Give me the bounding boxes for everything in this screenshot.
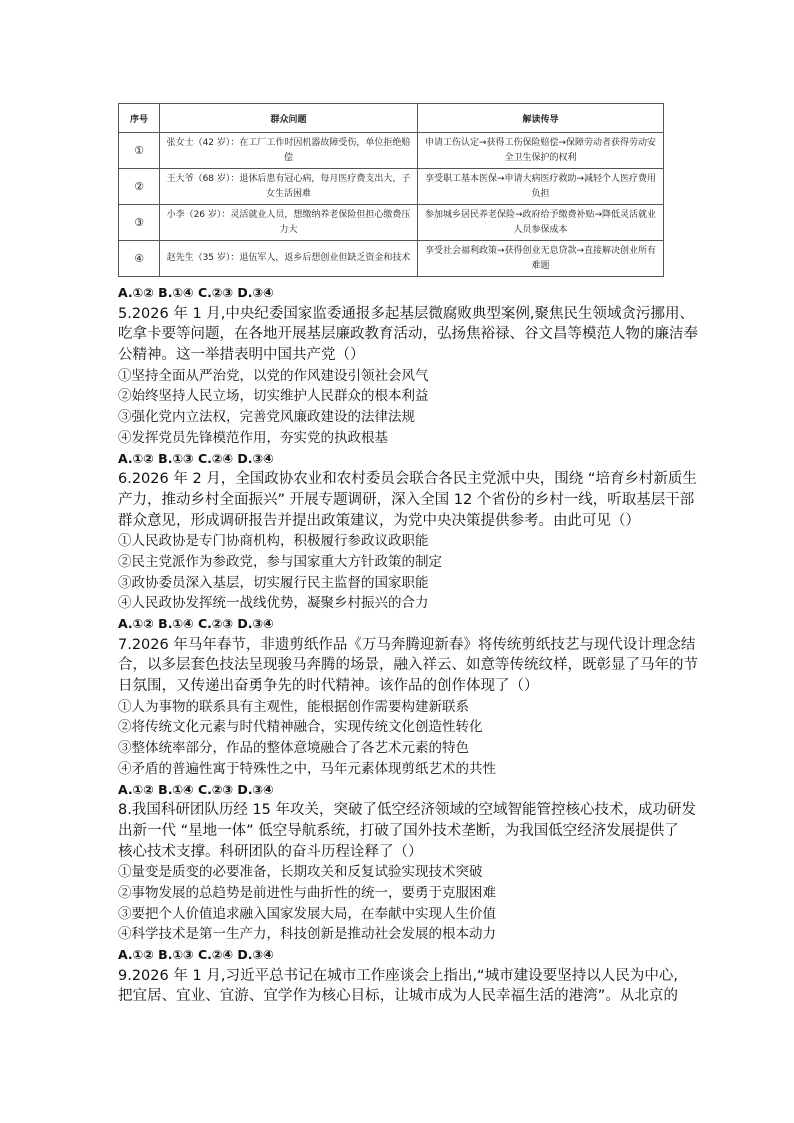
- q9-stem-line: 把宜居、宜业、宜游、宜学作为核心目标，让城市成为人民幸福生活的港湾”。从北京的: [118, 988, 678, 1005]
- row-interpretation: 申请工伤认定→获得工伤保险赔偿→保障劳动者获得劳动安全卫生保护的权利: [418, 133, 664, 169]
- q7-item: ③整体统率部分，作品的整体意境融合了各艺术元素的特色: [118, 740, 469, 757]
- q7-stem-line: 合，以多层套色技法呈现骏马奔腾的场景，融入祥云、如意等传统纹样，既彰显了马年的节: [118, 657, 698, 674]
- q7-item: ②将传统文化元素与时代精神融合，实现传统文化创造性转化: [118, 719, 483, 736]
- q8-stem-line: 出新一代 “星地一体” 低空导航系统，打破了国外技术垄断，为我国低空经济发展提供了: [118, 822, 679, 839]
- table-row: [119, 241, 664, 277]
- row-interpretation: 享受职工基本医保→申请大病医疗救助→减轻个人医疗费用负担: [418, 169, 664, 205]
- q6-item: ④人民政协发挥统一战线优势，凝聚乡村振兴的合力: [118, 595, 429, 612]
- q8-item: ①量变是质变的必要准备，长期攻关和反复试验实现技术突破: [118, 864, 483, 881]
- q7-stem-line: 日氛围，又传递出奋勇争先的时代精神。该作品的创作体现了（）: [118, 678, 539, 695]
- row-number: ②: [119, 169, 160, 205]
- row-number: ④: [119, 241, 160, 277]
- table-row: [119, 169, 664, 205]
- row-number: ③: [119, 205, 160, 241]
- q6-item: ②民主党派作为参政党，参与国家重大方针政策的制定: [118, 553, 442, 570]
- q5-item: ④发挥党员先锋模范作用，夯实党的执政根基: [118, 429, 388, 446]
- q8-item: ②事物发展的总趋势是前进性与曲折性的统一，要勇于克服困难: [118, 884, 496, 901]
- table-row: [119, 133, 664, 169]
- table-row: [119, 205, 664, 241]
- row-problem: 张女士（42 岁）：在工厂工作时因机器故障受伤，单位拒绝赔偿: [160, 133, 418, 169]
- header-number: 序号: [119, 104, 160, 133]
- q8-stem-line: 8.我国科研团队历经 15 年攻关，突破了低空经济领域的空域智能管控核心技术，成功研发: [118, 802, 696, 819]
- q7-options: A.①② B.①④ C.②③ D.③④: [118, 781, 274, 797]
- table-header-row: [119, 104, 664, 133]
- q5-item: ①坚持全面从严治党，以党的作风建设引领社会风气: [118, 367, 429, 384]
- q8-stem-line: 核心技术支撑。科研团队的奋斗历程诠释了（）: [118, 843, 423, 860]
- q6-stem-line: 6.2026 年 2 月，全国政协农业和农村委员会联合各民主党派中央，围绕 “培育乡村新质生: [118, 471, 697, 488]
- q9-stem-line: 9.2026 年 1 月,习近平总书记在城市工作座谈会上指出,“城市建设要坚持以人民为中心,: [118, 967, 678, 984]
- q5-options: A.①② B.①③ C.②④ D.③④: [118, 450, 274, 466]
- header-problem: 群众问题: [160, 104, 418, 133]
- q6-stem-line: 群众意见，形成调研报告并提出政策建议，为党中央决策提供参考。由此可见（）: [118, 512, 640, 529]
- q6-item: ①人民政协是专门协商机构，积极履行参政议政职能: [118, 533, 429, 550]
- q8-item: ④科学技术是第一生产力，科技创新是推动社会发展的根本动力: [118, 926, 496, 943]
- q5-item: ②始终坚持人民立场，切实维护人民群众的根本利益: [118, 388, 429, 405]
- q8-options: A.①② B.①③ C.②④ D.③④: [118, 947, 274, 962]
- row-problem: 小李（26 岁）：灵活就业人员，想缴纳养老保险但担心缴费压力大: [160, 205, 418, 241]
- q6-stem-line: 产力，推动乡村全面振兴” 开展专题调研，深入全国 12 个省份的乡村一线，听取基层干部: [118, 491, 695, 508]
- q6-item: ③政协委员深入基层，切实履行民主监督的国家职能: [118, 574, 429, 591]
- problem-table: [118, 103, 664, 277]
- row-problem: 赵先生（35 岁）：退伍军人，返乡后想创业但缺乏资金和技术: [160, 241, 418, 277]
- header-interpretation: 解读传导: [418, 104, 664, 133]
- q5-stem-line: 公精神。这一举措表明中国共产党（）: [118, 347, 365, 364]
- row-number: ①: [119, 133, 160, 169]
- q8-item: ③要把个人价值追求融入国家发展大局，在奉献中实现人生价值: [118, 905, 496, 922]
- questions-body: [118, 283, 698, 1007]
- row-interpretation: 享受社会福利政策→获得创业无息贷款→直接解决创业所有难题: [418, 241, 664, 277]
- q5-stem-line: 5.2026 年 1 月,中央纪委国家监委通报多起基层微腐败典型案例,聚焦民生领域贪污挪用、: [118, 305, 695, 322]
- row-problem: 王大爷（68 岁）：退休后患有冠心病，每月医疗费支出大，子女生活困难: [160, 169, 418, 205]
- q7-stem-line: 7.2026 年马年春节，非遗剪纸作品《万马奔腾迎新春》将传统剪纸技艺与现代设计理念结: [118, 636, 696, 653]
- row-interpretation: 参加城乡居民养老保险→政府给予缴费补贴→降低灵活就业人员参保成本: [418, 205, 664, 241]
- q5-stem-line: 吃拿卡要等问题，在各地开展基层廉政教育活动，弘扬焦裕禄、谷文昌等模范人物的廉洁奉: [118, 326, 698, 343]
- q5-item: ③强化党内立法权，完善党风廉政建设的法律法规: [118, 409, 415, 426]
- q6-options: A.①② B.①④ C.②③ D.③④: [118, 616, 274, 631]
- q4-options: A.①② B.①④ C.②③ D.③④: [118, 285, 274, 300]
- q7-item: ④矛盾的普遍性寓于特殊性之中，马年元素体现剪纸艺术的共性: [118, 760, 496, 777]
- q7-item: ①人为事物的联系具有主观性，能根据创作需要构建新联系: [118, 698, 469, 715]
